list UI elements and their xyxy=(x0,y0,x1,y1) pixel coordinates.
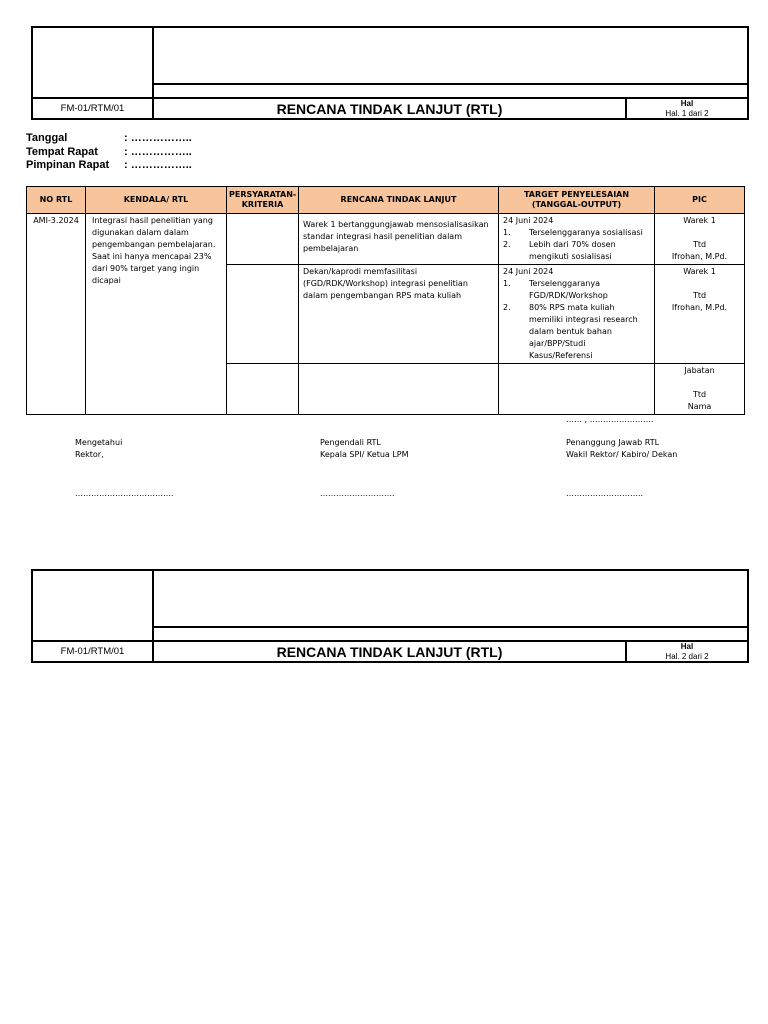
persyaratan-cell xyxy=(227,364,299,415)
sig-line1: Penanggung Jawab RTL xyxy=(566,438,660,447)
pimpinan-label: Pimpinan Rapat xyxy=(26,159,110,171)
page-indicator xyxy=(627,99,747,118)
signature-penanggung-jawab xyxy=(566,437,677,461)
signature-pengendali xyxy=(320,437,409,461)
form-code: FM-01/RTM/01 xyxy=(33,99,154,118)
tempat-value: : …………….. xyxy=(124,145,192,158)
page-label: Hal xyxy=(680,641,694,651)
header-bottom-row xyxy=(33,97,747,118)
persyaratan-cell xyxy=(227,265,299,364)
target-cell xyxy=(499,364,655,415)
tanggal-value: : …………….. xyxy=(124,132,192,144)
rencana-text: Dekan/kaprodi memfasilitasi (FGD/RDK/Workshop) integrasi penelitian dalam pengembangan RPS mata kuliah xyxy=(303,267,468,300)
table-row xyxy=(27,214,745,265)
sig-line1: Mengetahui xyxy=(75,438,123,447)
sig-line2: Rektor, xyxy=(75,450,104,459)
pic-sign: Ttd xyxy=(692,390,707,399)
meta-row-pimpinan xyxy=(26,159,192,173)
target-date: 24 Juni 2024 xyxy=(503,216,554,225)
header-bottom-row xyxy=(33,640,747,661)
pic-sign: Ttd xyxy=(692,240,707,249)
page-label: Hal xyxy=(680,98,694,108)
pic-cell xyxy=(655,214,745,265)
document-header-page-1 xyxy=(31,26,749,120)
header-pic: PIC xyxy=(655,187,745,214)
rencana-text: Warek 1 bertanggungjawab mensosialisasikan standar integrasi hasil penelitian dalam pembelajaran xyxy=(303,220,489,253)
meta-row-tanggal xyxy=(26,132,192,146)
page-indicator xyxy=(627,642,747,661)
item-text: 80% RPS mata kuliah memiliki integrasi research dalam bentuk bahan ajar/BPP/Studi Kasus/Referensi xyxy=(529,303,638,360)
pic-sign: Ttd xyxy=(692,291,707,300)
signature-line-pengendali: ………………………. xyxy=(320,489,395,498)
pic-role: Warek 1 xyxy=(683,216,716,225)
header-title-band xyxy=(152,28,747,85)
kendala-cell: Integrasi hasil penelitian yang digunakan dalam dalam pengembangan pembelajaran. Saat ini hanya mencapai 23% dari 90% target yang ingin dicapai xyxy=(86,214,227,415)
meta-row-tempat xyxy=(26,146,192,160)
sig-line1: Pengendali RTL xyxy=(320,438,381,447)
logo-cell xyxy=(33,28,154,97)
persyaratan-cell xyxy=(227,214,299,265)
target-item xyxy=(503,239,650,263)
item-text: Lebih dari 70% dosen mengikuti sosialisasi xyxy=(529,240,616,261)
target-date: 24 Juni 2024 xyxy=(503,267,554,276)
item-number: 1. xyxy=(503,279,511,288)
form-code: FM-01/RTM/01 xyxy=(33,642,154,661)
item-number: 1. xyxy=(503,228,511,237)
rencana-cell xyxy=(299,214,499,265)
document-title: RENCANA TINDAK LANJUT (RTL) xyxy=(154,642,627,661)
rtl-table xyxy=(26,186,745,415)
rencana-cell xyxy=(299,364,499,415)
table-header-row xyxy=(27,187,745,214)
document-title: RENCANA TINDAK LANJUT (RTL) xyxy=(154,99,627,118)
pic-cell xyxy=(655,265,745,364)
target-item xyxy=(503,227,650,239)
sig-line2: Wakil Rektor/ Kabiro/ Dekan xyxy=(566,450,678,459)
rencana-cell xyxy=(299,265,499,364)
place-date: …… , …………………… xyxy=(566,415,654,424)
signature-line-rektor: ………………………………. xyxy=(75,489,174,498)
header-kendala: KENDALA/ RTL xyxy=(86,187,227,214)
target-item xyxy=(503,278,650,302)
meeting-meta xyxy=(26,132,192,173)
document-header-page-2 xyxy=(31,569,749,663)
signature-line-penanggung-jawab: ……………………….. xyxy=(566,489,644,498)
header-mid-band xyxy=(152,83,747,97)
item-text: Terselenggaranya FGD/RDK/Workshop xyxy=(529,279,608,300)
tanggal-label: Tanggal xyxy=(26,132,68,144)
header-title-band xyxy=(152,571,747,628)
signature-block xyxy=(0,412,768,502)
target-cell xyxy=(499,214,655,265)
item-number: 2. xyxy=(503,240,511,249)
header-rencana: RENCANA TINDAK LANJUT xyxy=(299,187,499,214)
pic-role: Jabatan xyxy=(684,366,715,375)
header-no-rtl: NO RTL xyxy=(27,187,86,214)
no-rtl-cell: AMI-3.2024 xyxy=(27,214,86,415)
sig-line2: Kepala SPI/ Ketua LPM xyxy=(320,450,409,459)
item-number: 2. xyxy=(503,303,511,312)
pic-name: Nama xyxy=(687,402,712,411)
target-cell xyxy=(499,265,655,364)
target-item xyxy=(503,302,650,362)
pic-name: Ifrohan, M.Pd. xyxy=(671,252,728,261)
pic-role: Warek 1 xyxy=(683,267,716,276)
signature-rektor xyxy=(75,437,122,461)
page-value: Hal. 2 dari 2 xyxy=(665,651,709,661)
pic-name: Ifrohan, M.Pd. xyxy=(671,303,728,312)
page-value: Hal. 1 dari 2 xyxy=(665,108,709,118)
logo-cell xyxy=(33,571,154,640)
pic-cell xyxy=(655,364,745,415)
item-text: Terselenggaranya sosialisasi xyxy=(529,228,643,237)
header-target: TARGET PENYELESAIAN (TANGGAL-OUTPUT) xyxy=(499,187,655,214)
pimpinan-value: : …………….. xyxy=(124,159,192,171)
tempat-label: Tempat Rapat xyxy=(26,145,98,158)
header-persyaratan: PERSYARATAN-KRITERIA xyxy=(227,187,299,214)
header-mid-band xyxy=(152,626,747,640)
